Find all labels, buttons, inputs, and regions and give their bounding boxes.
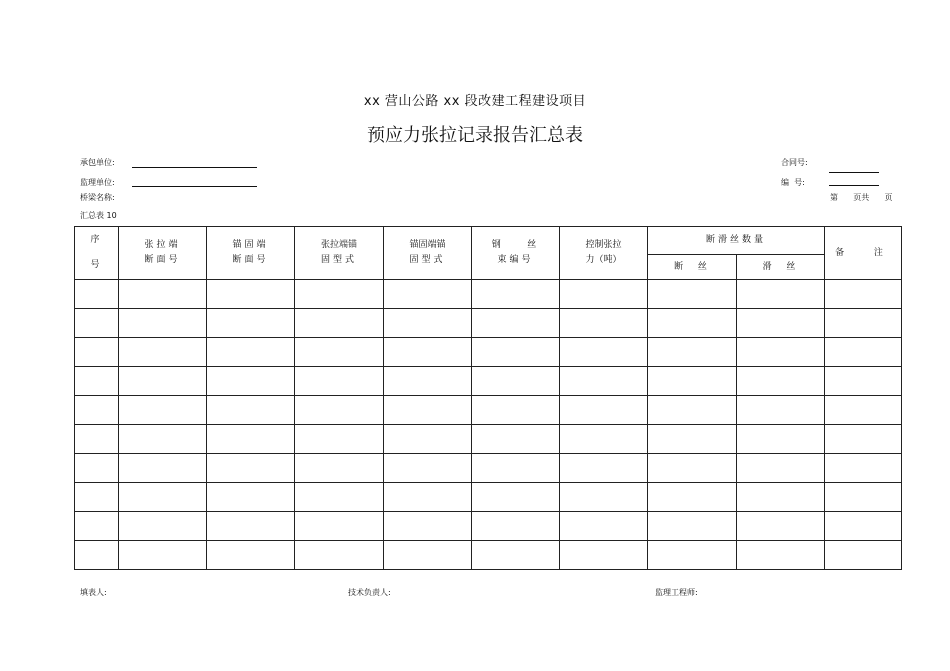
table-cell[interactable] xyxy=(560,396,648,425)
col-broken-wire: 断 丝 xyxy=(648,255,737,280)
contract-number-label: 合同号: xyxy=(781,158,808,167)
table-cell[interactable] xyxy=(119,280,207,309)
table-cell[interactable] xyxy=(207,541,295,570)
table-cell[interactable] xyxy=(119,309,207,338)
table-row xyxy=(75,309,902,338)
table-cell[interactable] xyxy=(648,541,737,570)
table-row xyxy=(75,541,902,570)
table-cell[interactable] xyxy=(75,425,119,454)
contractor-input-line[interactable] xyxy=(132,167,257,168)
supervisor-input-line[interactable] xyxy=(132,186,257,187)
bridge-name-label: 桥梁名称: xyxy=(80,193,115,202)
table-cell[interactable] xyxy=(472,280,560,309)
table-cell[interactable] xyxy=(472,396,560,425)
table-cell[interactable] xyxy=(384,367,472,396)
table-cell[interactable] xyxy=(825,367,902,396)
summary-number-label: 汇总表 10 xyxy=(80,211,117,220)
table-cell[interactable] xyxy=(207,512,295,541)
tech-lead-label: 技术负责人: xyxy=(348,588,391,597)
table-cell[interactable] xyxy=(207,483,295,512)
tension-record-table xyxy=(74,226,902,570)
table-cell[interactable] xyxy=(472,483,560,512)
col-tension-anchor-type: 张拉端锚 固型式 xyxy=(295,227,384,280)
table-cell[interactable] xyxy=(560,512,648,541)
table-cell[interactable] xyxy=(384,338,472,367)
table-cell[interactable] xyxy=(648,367,737,396)
table-cell[interactable] xyxy=(295,396,384,425)
table-cell[interactable] xyxy=(825,338,902,367)
table-row xyxy=(75,338,902,367)
table-cell[interactable] xyxy=(75,396,119,425)
table-cell[interactable] xyxy=(825,309,902,338)
table-cell[interactable] xyxy=(119,425,207,454)
table-cell[interactable] xyxy=(295,454,384,483)
col-break-slip-group: 断滑丝数量 xyxy=(648,227,825,255)
table-cell[interactable] xyxy=(384,541,472,570)
table-row xyxy=(75,425,902,454)
table-cell[interactable] xyxy=(384,512,472,541)
table-cell[interactable] xyxy=(825,396,902,425)
filled-by-label: 填表人: xyxy=(80,588,107,597)
table-cell[interactable] xyxy=(472,367,560,396)
table-cell[interactable] xyxy=(75,309,119,338)
table-row xyxy=(75,454,902,483)
table-row xyxy=(75,396,902,425)
table-cell[interactable] xyxy=(295,483,384,512)
table-cell[interactable] xyxy=(648,338,737,367)
table-cell[interactable] xyxy=(825,425,902,454)
table-cell[interactable] xyxy=(75,338,119,367)
table-cell[interactable] xyxy=(207,454,295,483)
table-cell[interactable] xyxy=(207,280,295,309)
table-cell[interactable] xyxy=(560,454,648,483)
table-cell[interactable] xyxy=(119,396,207,425)
form-title: 预应力张拉记录报告汇总表 xyxy=(367,125,583,146)
table-cell[interactable] xyxy=(384,454,472,483)
table-cell[interactable] xyxy=(472,454,560,483)
table-cell[interactable] xyxy=(207,396,295,425)
page-count-label: 第 页共 页 xyxy=(830,193,893,202)
table-cell[interactable] xyxy=(472,309,560,338)
table-cell[interactable] xyxy=(648,454,737,483)
table-row xyxy=(75,367,902,396)
table-cell[interactable] xyxy=(295,512,384,541)
serial-number-label: 编 号: xyxy=(781,178,805,187)
table-cell[interactable] xyxy=(75,483,119,512)
col-seq: 序 号 xyxy=(75,227,119,280)
table-cell[interactable] xyxy=(648,396,737,425)
table-cell[interactable] xyxy=(648,483,737,512)
serial-number-line[interactable] xyxy=(829,185,879,186)
table-cell[interactable] xyxy=(295,425,384,454)
table-cell[interactable] xyxy=(75,512,119,541)
table-cell[interactable] xyxy=(825,454,902,483)
table-cell[interactable] xyxy=(119,483,207,512)
table-cell[interactable] xyxy=(295,541,384,570)
col-remarks: 备 注 xyxy=(825,227,902,280)
table-cell[interactable] xyxy=(560,309,648,338)
table-cell[interactable] xyxy=(825,280,902,309)
contract-number-line[interactable] xyxy=(829,172,879,173)
table-cell[interactable] xyxy=(119,512,207,541)
table-cell[interactable] xyxy=(207,338,295,367)
col-anchor-end: 锚固端 断面号 xyxy=(207,227,295,280)
table-cell[interactable] xyxy=(207,425,295,454)
engineer-label: 监理工程师: xyxy=(655,588,698,597)
col-tension-end: 张拉端 断面号 xyxy=(119,227,207,280)
table-cell[interactable] xyxy=(119,367,207,396)
table-cell[interactable] xyxy=(737,512,825,541)
project-title: xx 营山公路 xx 段改建工程建设项目 xyxy=(363,94,587,109)
table-cell[interactable] xyxy=(648,280,737,309)
table-cell[interactable] xyxy=(737,338,825,367)
table-cell[interactable] xyxy=(472,541,560,570)
table-cell[interactable] xyxy=(295,280,384,309)
table-cell[interactable] xyxy=(295,338,384,367)
table-cell[interactable] xyxy=(472,425,560,454)
table-cell[interactable] xyxy=(560,483,648,512)
supervisor-label: 监理单位: xyxy=(80,178,115,187)
table-cell[interactable] xyxy=(384,309,472,338)
col-fixed-anchor-type: 锚固端锚 固型式 xyxy=(384,227,472,280)
table-cell[interactable] xyxy=(119,454,207,483)
table-cell[interactable] xyxy=(737,425,825,454)
table-cell[interactable] xyxy=(825,512,902,541)
table-cell[interactable] xyxy=(75,541,119,570)
table-cell[interactable] xyxy=(737,454,825,483)
contractor-label: 承包单位: xyxy=(80,158,115,167)
table-cell[interactable] xyxy=(560,338,648,367)
table-cell[interactable] xyxy=(737,396,825,425)
table-cell[interactable] xyxy=(648,512,737,541)
table-cell[interactable] xyxy=(825,483,902,512)
table-cell[interactable] xyxy=(737,367,825,396)
table-cell[interactable] xyxy=(472,512,560,541)
table-cell[interactable] xyxy=(648,425,737,454)
table-cell[interactable] xyxy=(75,367,119,396)
col-strand-number: 钢 丝 束编号 xyxy=(472,227,560,280)
table-cell[interactable] xyxy=(825,541,902,570)
table-row xyxy=(75,512,902,541)
table-cell[interactable] xyxy=(384,396,472,425)
table-cell[interactable] xyxy=(119,338,207,367)
table-cell[interactable] xyxy=(75,454,119,483)
table-cell[interactable] xyxy=(119,541,207,570)
table-row xyxy=(75,483,902,512)
table-cell[interactable] xyxy=(207,367,295,396)
table-cell[interactable] xyxy=(295,309,384,338)
table-cell[interactable] xyxy=(384,280,472,309)
table-cell[interactable] xyxy=(737,280,825,309)
table-cell[interactable] xyxy=(207,309,295,338)
table-cell[interactable] xyxy=(384,425,472,454)
table-cell[interactable] xyxy=(560,425,648,454)
table-cell[interactable] xyxy=(295,367,384,396)
table-cell[interactable] xyxy=(560,367,648,396)
table-cell[interactable] xyxy=(472,338,560,367)
table-cell[interactable] xyxy=(560,280,648,309)
table-cell[interactable] xyxy=(648,309,737,338)
table-cell[interactable] xyxy=(737,309,825,338)
table-cell[interactable] xyxy=(384,483,472,512)
table-row xyxy=(75,280,902,309)
col-control-force: 控制张拉 力（吨） xyxy=(560,227,648,280)
table-cell[interactable] xyxy=(737,541,825,570)
table-cell[interactable] xyxy=(75,280,119,309)
col-slipped-wire: 滑 丝 xyxy=(737,255,825,280)
table-cell[interactable] xyxy=(737,483,825,512)
table-cell[interactable] xyxy=(560,541,648,570)
